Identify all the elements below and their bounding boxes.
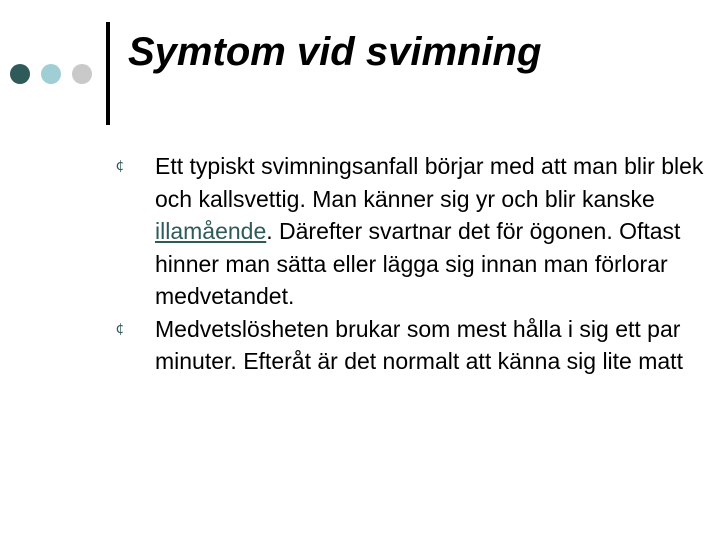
bullet-marker-icon: ¢	[115, 320, 125, 337]
decorative-dot-light	[41, 64, 61, 84]
bullet-list	[110, 150, 705, 378]
decorative-dot-grey	[72, 64, 92, 84]
title-divider	[106, 22, 110, 125]
bullet-text-end: . Därefter svartnar det för ögonen. Oftast hinner man sätta eller lägga sig innan man förlorar medvetandet.	[155, 218, 681, 309]
bullet-item-symptoms	[110, 150, 705, 313]
decorative-dot-dark	[10, 64, 30, 84]
bullet-text-start: Ett typiskt svimningsanfall börjar med att man blir blek och kallsvettig. Man känner sig yr och blir kanske	[155, 153, 704, 212]
bullet-marker-icon: ¢	[115, 158, 125, 174]
bullet-text: Medvetslösheten brukar som mest hålla i sig ett par minuter. Efteråt är det normalt att känna sig lite matt	[155, 315, 683, 374]
bullet-item-duration	[110, 313, 705, 378]
illamaende-link[interactable]: illamående	[155, 218, 267, 244]
slide-title: Symtom vid svimning	[128, 30, 542, 74]
